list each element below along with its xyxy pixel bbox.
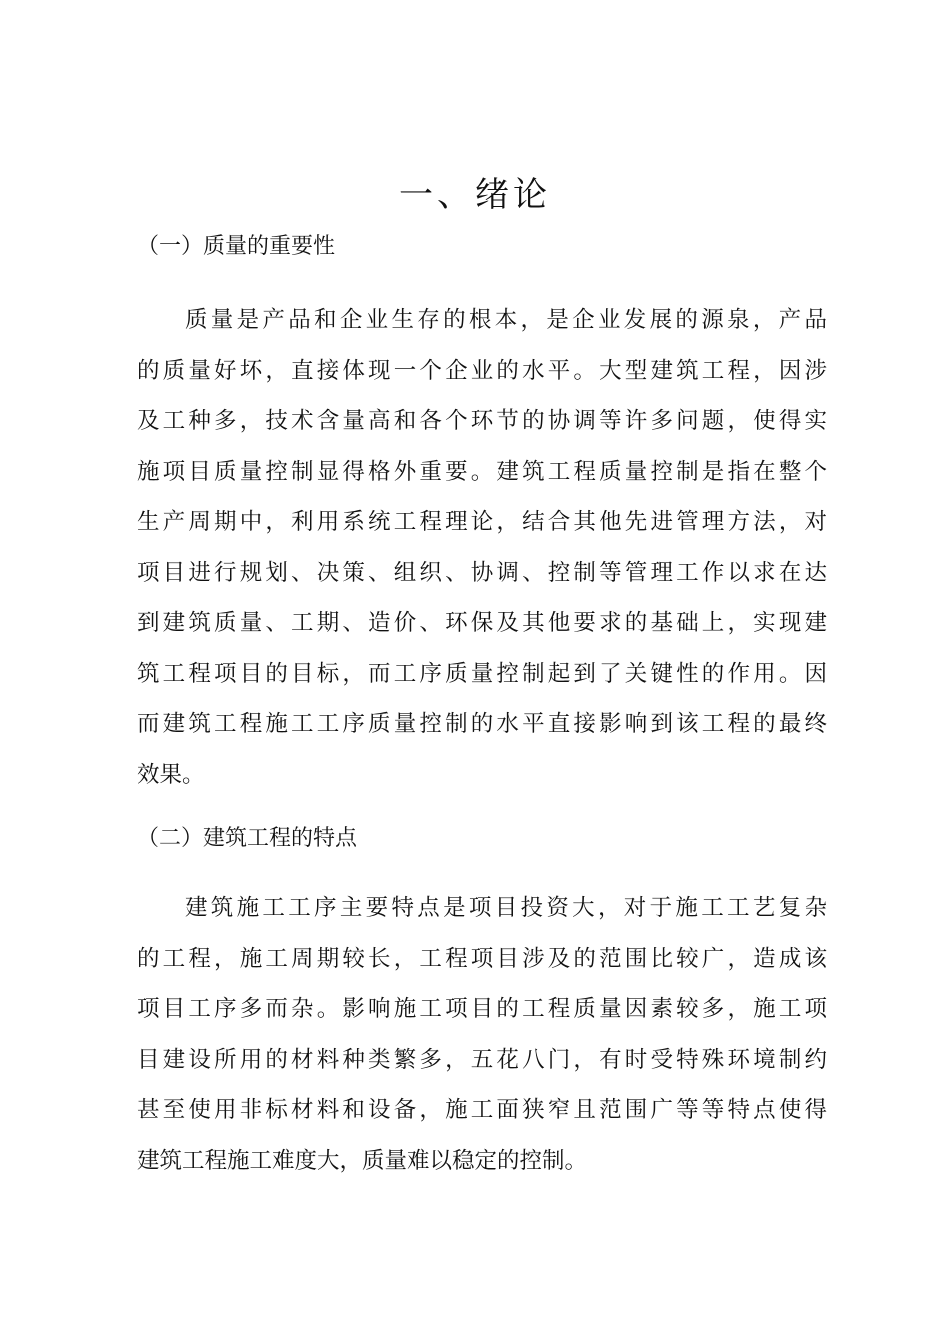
paragraph-line: 建筑施工工序主要特点是项目投资大，对于施工工艺复杂	[185, 895, 827, 921]
paragraph-importance-of-quality	[137, 295, 827, 800]
paragraph-line: 施项目质量控制显得格外重要。建筑工程质量控制是指在整个	[137, 458, 827, 485]
paragraph-construction-characteristics	[137, 883, 827, 1186]
paragraph-line: 建筑工程施工难度大，质量难以稳定的控制。	[137, 1147, 588, 1174]
paragraph-line: 甚至使用非标材料和设备，施工面狭窄且范围广等等特点使得	[137, 1097, 827, 1123]
paragraph-line: 效果。	[137, 761, 205, 788]
section-heading-importance-of-quality: （一）质量的重要性	[137, 234, 336, 259]
paragraph-line: 的工程，施工周期较长，工程项目涉及的范围比较广，造成该	[137, 945, 827, 972]
paragraph-line: 目建设所用的材料种类繁多，五花八门，有时受特殊环境制约	[137, 1046, 827, 1073]
paragraph-line: 项目工序多而杂。影响施工项目的工程质量因素较多，施工项	[137, 996, 827, 1022]
paragraph-line: 项目进行规划、决策、组织、协调、控制等管理工作以求在达	[137, 559, 827, 586]
paragraph-line: 到建筑质量、工期、造价、环保及其他要求的基础上，实现建	[137, 610, 827, 636]
chapter-title: 一、绪论	[399, 175, 551, 215]
paragraph-line: 及工种多，技术含量高和各个环节的协调等许多问题，使得实	[137, 408, 827, 434]
paragraph-line: 的质量好坏，直接体现一个企业的水平。大型建筑工程，因涉	[137, 357, 827, 384]
section-heading-construction-characteristics: （二）建筑工程的特点	[137, 826, 358, 851]
paragraph-line: 生产周期中，利用系统工程理论，结合其他先进管理方法，对	[137, 509, 827, 535]
paragraph-line: 而建筑工程施工工序质量控制的水平直接影响到该工程的最终	[137, 711, 827, 737]
paragraph-line: 筑工程项目的目标，而工序质量控制起到了关键性的作用。因	[137, 660, 827, 687]
paragraph-line: 质量是产品和企业生存的根本，是企业发展的源泉，产品	[185, 307, 827, 333]
